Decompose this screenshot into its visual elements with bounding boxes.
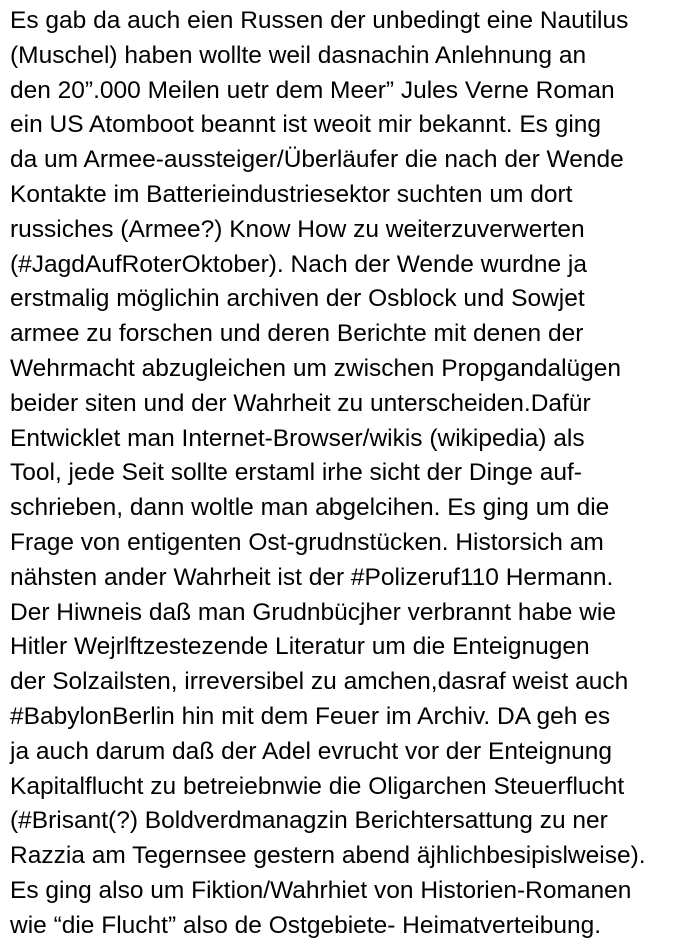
text-line-25: Razzia am Tegernsee gestern abend äjhlichbesipislweise). — [10, 842, 646, 870]
text-line-10: armee zu forschen und deren Berichte mit denen der — [10, 320, 584, 348]
text-line-20: der Solzailsten, irreversibel zu amchen,dasraf weist auch — [10, 668, 629, 696]
text-line-18: Der Hiwneis daß man Grudnbücjher verbrannt habe wie — [10, 598, 616, 626]
text-line-13: Entwicklet man Internet-Browser/wikis (wikipedia) als — [10, 424, 585, 452]
text-line-23: Kapitalflucht zu betreiebnwie die Oligarchen Steuerflucht — [10, 772, 625, 800]
text-line-22: ja auch darum daß der Adel evrucht vor der Enteignung — [10, 737, 612, 765]
text-line-3: den 20”.000 Meilen uetr dem Meer” Jules Verne Roman — [10, 76, 615, 104]
text-line-4: ein US Atomboot beannt ist weoit mir bekannt. Es ging — [10, 111, 602, 139]
text-line-27: wie “die Flucht” also de Ostgebiete- Heimatverteibung. — [10, 911, 602, 939]
text-line-11: Wehrmacht abzugleichen um zwischen Propgandalügen — [10, 354, 622, 382]
text-line-21: #BabylonBerlin hin mit dem Feuer im Archiv. DA geh es — [10, 702, 611, 730]
text-line-16: Frage von entigenten Ost-grudnstücken. Historsich am — [10, 528, 604, 556]
text-line-15: schrieben, dann woltle man abgelcihen. Es ging um die — [10, 494, 610, 522]
body-text — [10, 4, 682, 944]
text-line-17: nähsten ander Wahrheit ist der #Polizeruf110 Hermann. — [10, 563, 614, 591]
text-line-14: Tool, jede Seit sollte erstaml irhe sicht der Dinge auf- — [10, 459, 582, 487]
text-line-5: da um Armee-aussteiger/Überläufer die nach der Wende — [10, 146, 624, 174]
text-line-8: (#JagdAufRoterOktober). Nach der Wende wurdne ja — [10, 250, 587, 278]
text-line-19: Hitler Wejrlftzestezende Literatur um die Enteignugen — [10, 633, 590, 661]
text-line-1: Es gab da auch eien Russen der unbedingt eine Nautilus — [10, 7, 629, 34]
text-line-9: erstmalig möglichin archiven der Osblock und Sowjet — [10, 285, 585, 313]
text-line-12: beider siten und der Wahrheit zu unterscheiden.Dafür — [10, 389, 591, 417]
text-line-7: russiches (Armee?) Know How zu weiterzuverwerten — [10, 215, 585, 243]
text-line-26: Es ging also um Fiktion/Wahrhiet von Historien-Romanen — [10, 876, 632, 904]
text-line-2: (Muschel) haben wollte weil dasnachin Anlehnung an — [10, 41, 587, 69]
text-line-6: Kontakte im Batterieindustriesektor suchten um dort — [10, 180, 573, 208]
text-line-24: (#Brisant(?) Boldverdmanagzin Berichtersattung zu ner — [10, 807, 608, 835]
